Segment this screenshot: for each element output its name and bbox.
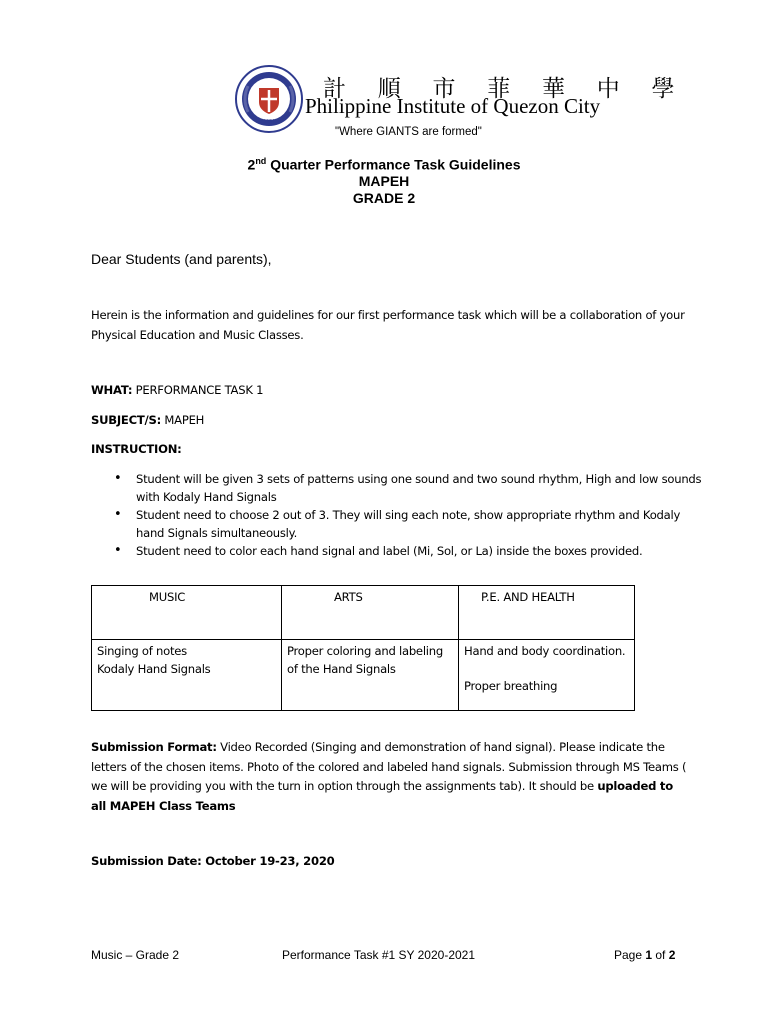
subject-line — [91, 413, 204, 427]
table-header-cell: ARTS — [282, 586, 459, 640]
footer-middle: Performance Task #1 SY 2020-2021 — [282, 948, 476, 962]
submission-text: Video Recorded (Singing and demonstration of hand signal). Please indicate the letters of the chosen items. Photo of the colored and labeled hand signals. Submission through MS Teams ( we will be providing you with the turn in option through the assignments tab). It should be — [91, 740, 687, 793]
what-line — [91, 383, 263, 397]
table-header-cell: P.E. AND HEALTH — [459, 586, 635, 640]
table-cell-arts: Proper coloring and labeling of the Hand Signals — [282, 640, 459, 711]
rubric-table — [91, 585, 635, 711]
logo-year: 1984 — [263, 119, 275, 125]
submission-format — [91, 738, 691, 816]
quarter-suffix: nd — [255, 156, 267, 166]
document-title — [0, 156, 768, 173]
footer-left: Music – Grade 2 — [91, 948, 180, 962]
submission-date: Submission Date: October 19-23, 2020 — [91, 854, 335, 868]
table-header-row — [92, 586, 635, 640]
school-motto: "Where GIANTS are formed" — [335, 126, 482, 138]
instruction-label: INSTRUCTION: — [91, 442, 182, 456]
instruction-item: • Student need to choose 2 out of 3. They will sing each note, show appropriate rhythm and Kodaly hand Signals simultaneously. — [112, 506, 702, 542]
subject-value: MAPEH — [160, 413, 205, 427]
subject-label: SUBJECT/S: — [91, 413, 161, 427]
table-cell-pe: Hand and body coordination. Proper breathing — [459, 640, 635, 711]
subject-title: MAPEH — [358, 173, 410, 189]
submission-label: Submission Format: — [91, 740, 217, 754]
page-number: Page 1 of 2 — [614, 948, 676, 962]
instruction-list — [112, 470, 702, 560]
grade-title: GRADE 2 — [352, 190, 416, 206]
school-name-chinese: 計 順 市 菲 華 中 學 — [323, 76, 688, 101]
table-header-cell: MUSIC — [92, 586, 282, 640]
school-name: Philippine Institute of Quezon City — [305, 94, 601, 118]
what-label: WHAT: — [91, 383, 133, 397]
greeting: Dear Students (and parents), — [91, 251, 272, 267]
title-rest: Quarter Performance Task Guidelines — [266, 156, 521, 173]
what-value: PERFORMANCE TASK 1 — [132, 383, 264, 397]
table-row — [92, 640, 635, 711]
school-seal-icon — [234, 64, 304, 134]
submission-bold-end: uploaded to all MAPEH Class Teams — [91, 779, 673, 813]
table-cell-music: Singing of notes Kodaly Hand Signals — [92, 640, 282, 711]
instruction-item: • Student will be given 3 sets of patterns using one sound and two sound rhythm, High and low sounds with Kodaly Hand Signals — [112, 470, 702, 506]
instruction-item: • Student need to color each hand signal and label (Mi, Sol, or La) inside the boxes provided. — [112, 542, 702, 560]
intro-paragraph: Herein is the information and guidelines for our first performance task which will be a collaboration of your Physical Education and Music Classes. — [91, 308, 685, 342]
quarter-number: 2 — [247, 156, 256, 173]
